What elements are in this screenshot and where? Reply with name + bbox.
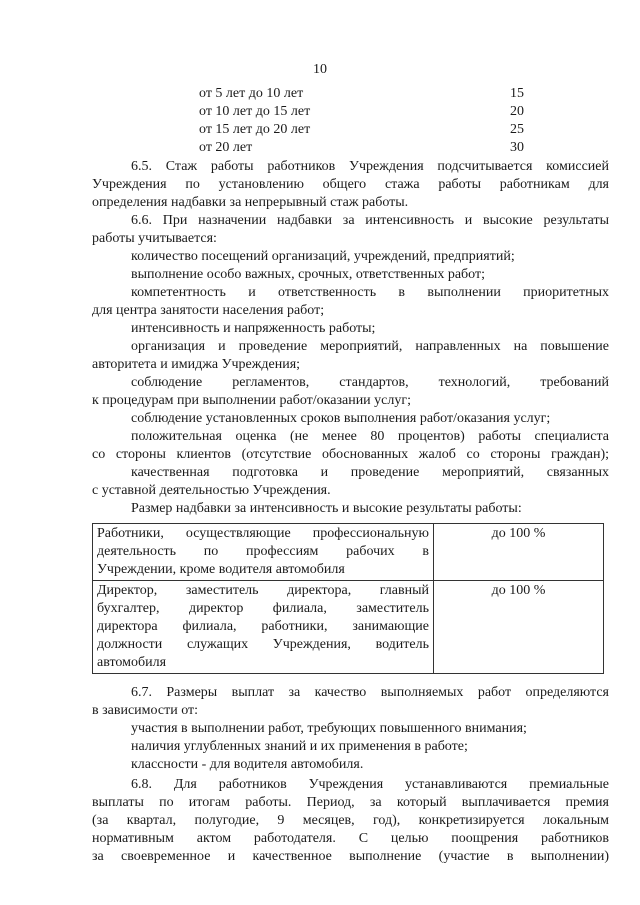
- p66-line: работы учитывается:: [92, 231, 217, 246]
- p68-line: 6.8. Для работников Учреждения устанавливаются премиальные: [131, 777, 609, 792]
- p66-line: 6.6. При назначении надбавки за интенсивность и высокие результаты: [131, 213, 609, 228]
- p68-line: (за квартал, полугодие, 9 месяцев, год), конкретизируется локальным: [92, 813, 609, 828]
- table-cell-category: [93, 581, 434, 674]
- table-cell-line: Директор, заместитель директора, главный: [97, 583, 429, 598]
- p65-line: Учреждения по установлению общего стажа работы работникам для: [92, 177, 609, 192]
- table-cell-value: до 100 %: [434, 524, 604, 581]
- p65-line: определения надбавки за непрерывный стаж работы.: [92, 195, 409, 210]
- criteria-line: со стороны клиентов (отсутствие обоснованных жалоб со стороны граждан);: [92, 447, 609, 462]
- quality-item: классности - для водителя автомобиля.: [131, 757, 364, 772]
- criteria-line: организация и проведение мероприятий, направленных на повышение: [131, 339, 609, 354]
- p67-line: в зависимости от:: [92, 703, 199, 718]
- criteria-line: авторитета и имиджа Учреждения;: [92, 357, 301, 372]
- seniority-row: [199, 86, 529, 104]
- seniority-value: 30: [510, 140, 524, 155]
- table-cell-line: Учреждении, кроме водителя автомобиля: [97, 562, 345, 577]
- table-row: [93, 524, 604, 581]
- criteria-line: с уставной деятельностью Учреждения.: [92, 483, 331, 498]
- quality-item: участия в выполнении работ, требующих повышенного внимания;: [131, 721, 527, 736]
- criteria-line: качественная подготовка и проведение мероприятий, связанных: [131, 465, 609, 480]
- criteria-line: количество посещений организаций, учреждений, предприятий;: [131, 249, 515, 264]
- table-cell-line: Работники, осуществляющие профессиональную: [97, 526, 429, 541]
- criteria-line: к процедурам при выполнении работ/оказании услуг;: [92, 393, 412, 408]
- seniority-value: 25: [510, 122, 524, 137]
- table-row: [93, 581, 604, 674]
- table-cell-value: до 100 %: [434, 581, 604, 674]
- seniority-range: от 15 лет до 20 лет: [199, 122, 311, 137]
- seniority-range: от 5 лет до 10 лет: [199, 86, 304, 101]
- page-number: 10: [313, 62, 327, 77]
- seniority-row: [199, 122, 529, 140]
- criteria-line: интенсивность и напряженность работы;: [131, 321, 376, 336]
- p68-line: нормативным актом работодателя. С целью поощрения работников: [92, 831, 609, 846]
- seniority-row: [199, 104, 529, 122]
- criteria-line: соблюдение установленных сроков выполнения работ/оказания услуг;: [131, 411, 551, 426]
- seniority-value: 20: [510, 104, 524, 119]
- table-cell-line: директора филиала, работники, занимающие: [97, 619, 429, 634]
- table-cell-line: автомобиля: [97, 655, 167, 670]
- table-cell-line: бухгалтер, директор филиала, заместитель: [97, 601, 429, 616]
- table-cell-line: должности служащих Учреждения, водитель: [97, 637, 429, 652]
- size-heading: Размер надбавки за интенсивность и высокие результаты работы:: [131, 501, 522, 516]
- criteria-line: положительная оценка (не менее 80 процентов) работы специалиста: [131, 429, 609, 444]
- criteria-line: для центра занятости населения работ;: [92, 303, 325, 318]
- seniority-row: [199, 140, 529, 158]
- seniority-range: от 20 лет: [199, 140, 253, 155]
- criteria-line: компетентность и ответственность в выполнении приоритетных: [131, 285, 609, 300]
- criteria-line: соблюдение регламентов, стандартов, технологий, требований: [131, 375, 609, 390]
- criteria-line: выполнение особо важных, срочных, ответственных работ;: [131, 267, 485, 282]
- p67-line: 6.7. Размеры выплат за качество выполняемых работ определяются: [131, 685, 609, 700]
- seniority-range: от 10 лет до 15 лет: [199, 104, 311, 119]
- allowance-table: [92, 523, 604, 674]
- table-cell-category: [93, 524, 434, 581]
- table-cell-line: деятельность по профессиям рабочих в: [97, 544, 429, 559]
- seniority-value: 15: [510, 86, 524, 101]
- p68-line: выплаты по итогам работы. Период, за который выплачивается премия: [92, 795, 609, 810]
- quality-item: наличия углубленных знаний и их применения в работе;: [131, 739, 468, 754]
- p68-line: за своевременное и качественное выполнение (участие в выполнении): [92, 849, 609, 864]
- p65-line: 6.5. Стаж работы работников Учреждения подсчитывается комиссией: [131, 159, 609, 174]
